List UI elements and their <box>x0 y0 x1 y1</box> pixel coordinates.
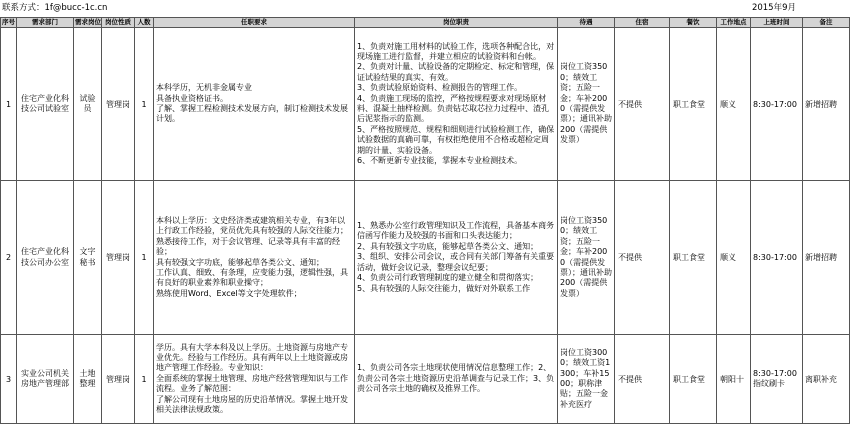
table-row <box>1 28 850 181</box>
cell-location: 朝阳十 <box>717 335 751 424</box>
col-header-meals: 餐饮 <box>670 18 717 28</box>
col-header-no: 序号 <box>2 18 15 26</box>
col-header-remark: 备注 <box>803 18 850 28</box>
cell-post: 试验员 <box>74 28 102 181</box>
cell-count: 1 <box>135 335 154 424</box>
table-row <box>1 335 850 424</box>
cell-remark: 新增招聘 <box>803 28 850 181</box>
cell-post: 土地整理 <box>74 335 102 424</box>
cell-dept: 住宅产业化科技公司试验室 <box>17 28 74 181</box>
cell-dept: 实业公司机关房地产管理部 <box>17 335 74 424</box>
col-header-location: 工作地点 <box>717 18 751 28</box>
sheet-header <box>0 0 800 17</box>
cell-duties: 1、负责对施工用材料的试验工作，选项各种配合比，对现场施工进行监督，并建立相应的试验资料和台帐。 2、负责对计量、试验设备的定期检定、标定和管理，保证试验结果的真实、有效。 3、负责试验原始资料、检测报告的管理工作。 4、负责施工现场的监控，严格按规程要求对现场原材料、混凝土抽样检测。负责钻芯取芯拉力过程中、渣孔后泥浆指示的监测。 5、严格按照规范、规程和细则进行试验检测工作，确保试验数据的真确可靠，有权拒绝使用不合格或超检定周期的计量、实验设备。 6、不断更新专业技能，掌握本专业检测技术。 <box>355 28 558 181</box>
table-row <box>1 181 850 335</box>
cell-post: 文字秘书 <box>74 181 102 335</box>
col-header-nature: 岗位性质 <box>102 18 135 28</box>
cell-nature: 管理岗 <box>102 28 135 181</box>
cell-no: 1 <box>1 28 17 181</box>
col-header-duties: 岗位职责 <box>355 18 558 28</box>
cell-location: 顺义 <box>717 28 751 181</box>
col-header-post: 需求岗位 <box>75 18 101 26</box>
recruitment-table <box>0 17 850 424</box>
cell-housing: 不提供 <box>615 28 670 181</box>
cell-no: 3 <box>1 335 17 424</box>
cell-remark: 离职补充 <box>803 335 850 424</box>
cell-meals: 职工食堂 <box>670 335 717 424</box>
col-header-pay: 待遇 <box>558 18 615 28</box>
col-header-hours: 上班时间 <box>751 18 803 28</box>
cell-nature: 管理岗 <box>102 335 135 424</box>
cell-remark: 新增招聘 <box>803 181 850 335</box>
cell-hours: 8:30-17:00 <box>751 28 803 181</box>
cell-location: 顺义 <box>717 181 751 335</box>
cell-no: 2 <box>1 181 17 335</box>
cell-count: 1 <box>135 181 154 335</box>
cell-housing: 不提供 <box>615 335 670 424</box>
cell-hours: 8:30-17:00指纹刷卡 <box>751 335 803 424</box>
cell-meals: 职工食堂 <box>670 28 717 181</box>
col-header-housing: 住宿 <box>615 18 670 28</box>
cell-pay: 岗位工资3500；绩效工资；五险一金；车补2000（需提供发票）；通讯补助200（需提供发票） <box>558 181 615 335</box>
cell-count: 1 <box>135 28 154 181</box>
cell-pay: 岗位工资3500；绩效工资；五险一金；车补2000（需提供发票）；通讯补助200（需提供发票） <box>558 28 615 181</box>
cell-meals: 职工食堂 <box>670 181 717 335</box>
cell-duties: 1、熟悉办公室行政管理知识及工作流程，具备基本商务信函写作能力及较强的书面和口头表达能力； 2、具有较强文字功底，能够起草各类公文、通知； 3、组织、安排公司会议，或合同有关部门筹备有关重要活动，做好会议记录，整理会议纪要； 4、负责公司行政管理制度的建立健全和贯彻落实； 5、具有较强的人际交往能力，做好对外联系工作 <box>355 181 558 335</box>
col-header-dept: 需求部门 <box>17 18 74 28</box>
col-header-count: 人数 <box>135 18 154 28</box>
col-header-requirements: 任职要求 <box>154 18 355 28</box>
cell-pay: 岗位工资3000；绩效工资1300；车补1500；职称津贴；五险一金补充医疗 <box>558 335 615 424</box>
header-row <box>1 18 850 28</box>
cell-requirements: 本科以上学历：文史经济类或建筑相关专业，有3年以上行政工作经验，党员优先具有较强的人际交往能力； 熟悉接待工作，对于会议管理、记录等具有丰富的经验； 具有较强文字功底，能够起草各类公文、通知； 工作认真、细致、有条理，应变能力强，逻辑性强，具有良好的职业素养和职业操守； 熟练使用Word、Excel等文字处理软件； <box>154 181 355 335</box>
cell-hours: 8:30-17:00 <box>751 181 803 335</box>
cell-requirements: 学历。具有大学本科及以上学历。土地资源与房地产专业优先。经验与工作经历。具有两年以上土地资源或房地产管理工作经验。专业知识： 全面系统的掌握土地管理、房地产经营管理知识与工作流程。业务了解范围： 了解公司现有土地房屋的历史沿革情况。掌握土地开发相关法律法规政策。 <box>154 335 355 424</box>
sheet-date: 2015年9月 <box>751 3 796 13</box>
cell-housing: 不提供 <box>615 181 670 335</box>
cell-requirements: 本科学历，无机非金属专业 具备执业资格证书。 了解、掌握工程检测技术发展方向，制订检测技术发展计划。 <box>154 28 355 181</box>
contact-info: 联系方式：1f@bucc-1c.cn <box>2 3 108 13</box>
cell-dept: 住宅产业化科技公司办公室 <box>17 181 74 335</box>
cell-duties: 1、负责公司各宗土地现状使用情况信息整理工作；2、负责公司各宗土地资源历史沿革调查与记录工作；3、负责公司各宗土地的确权及推界工作。 <box>355 335 558 424</box>
cell-nature: 管理岗 <box>102 181 135 335</box>
